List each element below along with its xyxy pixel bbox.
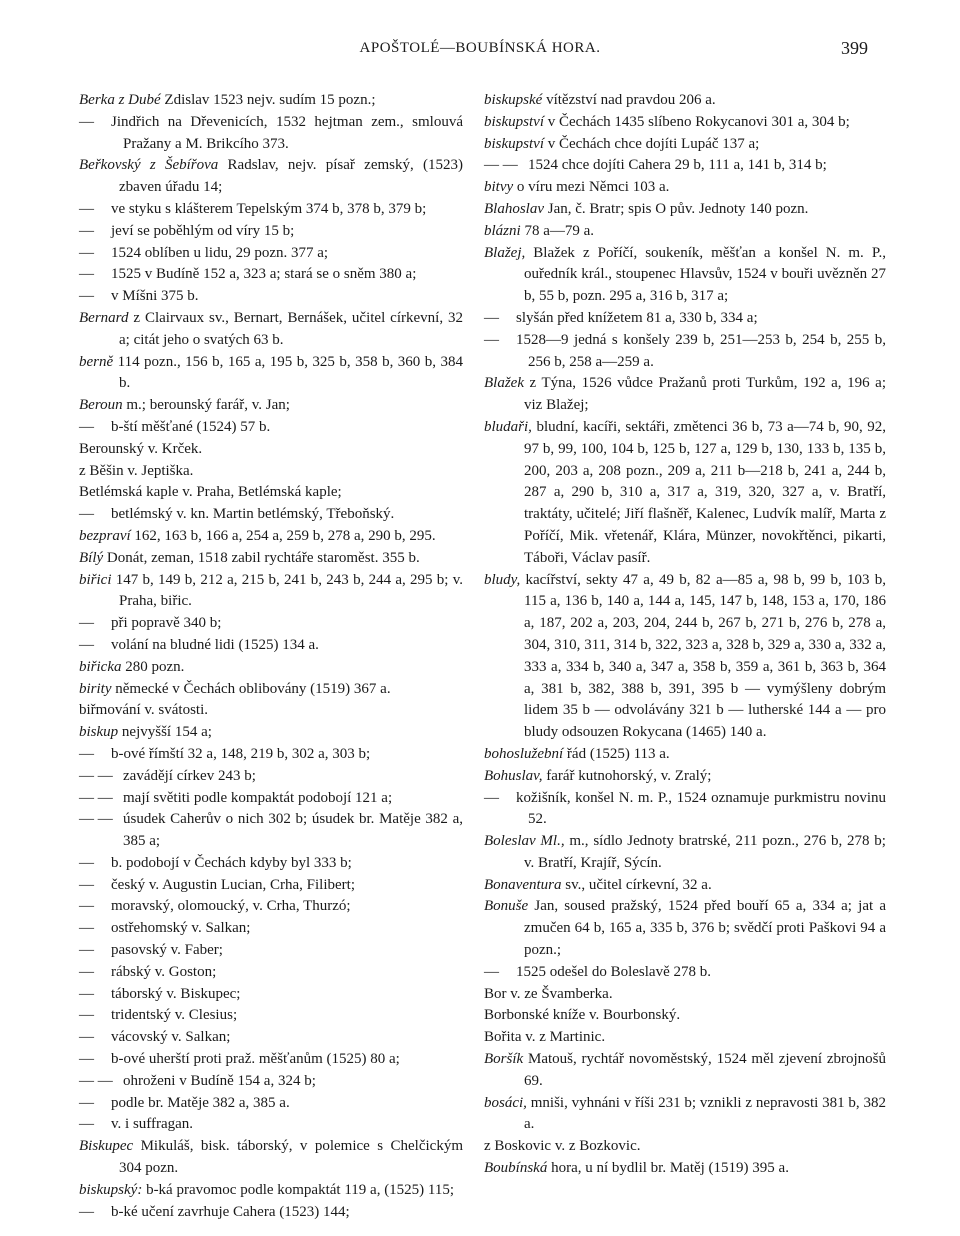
entry-dash: — (79, 222, 94, 239)
entry-headword: blázni (484, 222, 521, 239)
index-entry (484, 1049, 886, 1093)
index-entry (79, 243, 463, 265)
entry-dash: — (79, 113, 94, 130)
entry-dash: — (79, 288, 94, 305)
index-entry (79, 613, 463, 635)
entry-text: ostřehomský v. Salkan; (111, 920, 251, 937)
entry-text: Berounský v. Krček. (79, 440, 203, 457)
entry-text: z Clairvaux sv., Bernart, Bernášek, učitel církevní, 32 a; citát jeho o svatých 63 b. (119, 309, 463, 348)
entry-text: betlémský v. kn. Martin betlémský, Třeboňský. (111, 506, 395, 523)
index-entry (484, 766, 886, 788)
entry-headword: bludy, (484, 571, 521, 588)
entry-dash: — (79, 985, 94, 1002)
entry-dash: — (79, 1203, 94, 1220)
page-header (0, 40, 960, 64)
entry-dash: — (484, 309, 499, 326)
entry-headword: biskupský: (79, 1181, 143, 1198)
entry-headword: Bonuše (484, 898, 529, 915)
entry-text: m., sídlo Jednoty bratrské, 211 pozn., 276 b, 278 b; v. Bratří, Krajíř, Sýcín. (524, 833, 886, 871)
entry-text: b-ští měšťané (1524) 57 b. (111, 418, 271, 435)
entry-text: hora, u ní bydlil br. Matěj (1519) 395 a. (547, 1160, 789, 1177)
index-entry (79, 199, 463, 221)
index-entry (79, 1027, 463, 1049)
index-entry (484, 134, 886, 156)
entry-dash: — (79, 506, 94, 523)
entry-text: nejvyšší 154 a; (118, 724, 212, 741)
index-entry (484, 1027, 886, 1049)
index-entry (79, 984, 463, 1006)
entry-headword: bitvy (484, 179, 514, 196)
entry-text: tridentský v. Clesius; (111, 1007, 238, 1024)
entry-headword: Boršík (484, 1051, 524, 1068)
entry-text: biřmování v. svátosti. (79, 702, 209, 719)
entry-text: b. podobojí v Čechách kdyby byl 333 b; (111, 854, 352, 871)
index-entry (79, 548, 463, 570)
index-entry (79, 896, 463, 918)
entry-text: 162, 163 b, 166 a, 254 a, 259 b, 278 a, 290 b, 295. (130, 527, 436, 544)
entry-text: zavádějí církev 243 b; (123, 767, 256, 784)
entry-headword: bosáci, (484, 1094, 527, 1111)
entry-text: z Týna, 1526 vůdce Pražanů proti Turkům, 192 a, 196 a; viz Blažej; (523, 375, 886, 414)
entry-text: úsudek Caherův o nich 302 b; úsudek br. Matěje 382 a, 385 a; (123, 811, 463, 850)
index-entry (79, 1093, 463, 1115)
entry-dash: — (79, 615, 94, 632)
entry-headword: Bernard (79, 309, 129, 326)
index-entry (79, 461, 463, 483)
entry-text: Matouš, rychtář novoměstský, 1524 měl zjevení zbrojnošů 69. (523, 1051, 886, 1089)
entry-text: rábský v. Goston; (111, 963, 217, 980)
entry-dash: — (79, 418, 94, 435)
entry-headword: Bohuslav, (484, 767, 543, 784)
right-column (484, 90, 886, 1180)
index-entry (79, 853, 463, 875)
entry-dash: — (79, 963, 94, 980)
entry-text: ohroženi v Budíně 154 a, 324 b; (123, 1072, 316, 1089)
entry-text: v Míšni 375 b. (111, 288, 199, 305)
entry-dash: — — (79, 1072, 113, 1089)
entry-text: z Boskovic v. z Bozkovic. (484, 1138, 641, 1155)
entry-dash: — — (79, 811, 113, 828)
index-entry (484, 1158, 886, 1180)
entry-text: z Běšin v. Jeptiška. (79, 462, 194, 479)
index-entry (79, 1049, 463, 1071)
entry-text: pasovský v. Faber; (111, 942, 223, 959)
index-entry (79, 90, 463, 112)
index-entry (79, 526, 463, 548)
entry-text: o víru mezi Němci 103 a. (513, 179, 670, 196)
entry-text: řád (1525) 113 a. (563, 745, 670, 762)
entry-text: ve styku s klášterem Tepelským 374 b, 378 b, 379 b; (111, 200, 427, 217)
entry-dash: — (79, 200, 94, 217)
entry-text: slyšán před knížetem 81 a, 330 b, 334 a; (516, 309, 758, 326)
entry-text: 114 pozn., 156 b, 165 a, 195 b, 325 b, 358 b, 360 b, 384 b. (113, 353, 463, 392)
entry-dash: — (79, 745, 94, 762)
index-entry (484, 831, 886, 875)
entry-headword: biskupství (484, 113, 544, 130)
entry-headword: Biskupec (79, 1138, 134, 1155)
entry-headword: biskupské (484, 92, 543, 108)
index-entry (79, 679, 463, 701)
entry-dash: — (79, 266, 94, 283)
index-entry (79, 570, 463, 614)
entry-dash: — (484, 963, 499, 980)
index-entry (79, 504, 463, 526)
index-entry (79, 1005, 463, 1027)
entry-dash: — — (79, 767, 113, 784)
index-entry (79, 264, 463, 286)
entry-headword: Beroun (79, 397, 123, 414)
entry-headword: bohoslužební (484, 745, 564, 762)
index-entry (79, 1136, 463, 1180)
index-entry (484, 570, 886, 744)
index-entry (79, 1202, 463, 1224)
index-entry (484, 984, 886, 1006)
entry-text: 1524 chce dojíti Cahera 29 b, 111 a, 141 b, 314 b; (528, 157, 827, 174)
index-entry (484, 1005, 886, 1027)
entry-text: český v. Augustin Lucian, Crha, Filibert; (111, 876, 355, 893)
entry-text: kacířství, sekty 47 a, 49 b, 82 a—85 a, 98 b, 99 b, 103 b, 115 a, 136 b, 140 a, 144 a, 145, 147 b, 148, 153 a, 170, 186 a, 187, 202 a, 203, 204, 244 b, 267 b, 271 b, 276 b, 278 a, 304, 310, 311, 314 b, 322, 323 a, 328 b, 329 a, 330 a, 332 a, 333 a, 334 b, 340 a, 347 a, 358 b, 359 a, 361 b, 363 b, 364 a, 381 b, 382, 388 b, 391, 395 b — vymýšleny dobrým lidem 35 b — odvolávány 321 b — lutherské 144 a — pro bludy odsouzen Rokycana (1465) 140 a. (520, 571, 886, 741)
entry-headword: berně (79, 353, 114, 370)
index-entry (484, 1093, 886, 1137)
entry-text: Mikuláš, bisk. táborský, v polemice s Chelčickým 304 pozn. (119, 1138, 463, 1177)
running-title: APOŠTOLÉ—BOUBÍNSKÁ HORA. (359, 40, 601, 56)
entry-text: farář kutnohorský, v. Zralý; (542, 767, 712, 784)
entry-text: Jan, soused pražský, 1524 před bouří 65 a, 334 a; jat a zmučen 64 b, 165 a, 335 b, 376 b; svědčí proti Paškovi 94 a pozn.; (524, 898, 886, 959)
entry-headword: Bílý (79, 549, 104, 566)
entry-text: v Čechách chce dojíti Lupáč 137 a; (544, 135, 760, 152)
entry-dash: — (79, 1116, 94, 1133)
entry-text: německé v Čechách oblibovány (1519) 367 a. (111, 680, 391, 697)
entry-dash: — — (79, 789, 113, 806)
index-entry (79, 286, 463, 308)
entry-dash: — — (484, 157, 518, 174)
entry-text: Betlémská kaple v. Praha, Betlémská kaple; (79, 484, 342, 501)
entry-text: vítězství nad pravdou 206 a. (542, 92, 716, 108)
entry-headword: biřicka (79, 658, 122, 675)
index-entry (484, 744, 886, 766)
index-entry (79, 657, 463, 679)
entry-text: b-ové uherští proti praž. měšťanům (1525) 80 a; (111, 1051, 400, 1068)
index-entry (79, 482, 463, 504)
index-entry (484, 896, 886, 961)
entry-text: 1525 odešel do Boleslavě 278 b. (516, 963, 711, 980)
entry-text: sv., učitel církevní, 32 a. (561, 876, 712, 893)
index-entry (79, 352, 463, 396)
entry-dash: — (79, 854, 94, 871)
entry-headword: biskupství (484, 135, 544, 152)
entry-headword: bludaři, (484, 418, 532, 435)
index-entry (484, 221, 886, 243)
index-entry (79, 1114, 463, 1136)
index-entry (484, 112, 886, 134)
entry-headword: Blažek (484, 375, 524, 392)
entry-dash: — (484, 331, 499, 348)
index-entry (484, 417, 886, 570)
entry-dash: — (79, 898, 94, 915)
entry-dash: — (79, 1029, 94, 1046)
entry-text: Donát, zeman, 1518 zabil rychtáře staroměst. 355 b. (103, 549, 420, 566)
entry-headword: Boubínská (484, 1160, 548, 1177)
entry-dash: — (79, 1007, 94, 1024)
entry-dash: — (79, 920, 94, 937)
index-entry (79, 744, 463, 766)
entry-headword: bezpraví (79, 527, 131, 544)
index-entry (484, 875, 886, 897)
index-entry (79, 439, 463, 461)
index-entry (79, 635, 463, 657)
index-entry (79, 918, 463, 940)
entry-text: Radslav, nejv. písař zemský, (1523) zbaven úřadu 14; (119, 157, 463, 196)
index-entry (484, 308, 886, 330)
entry-text: moravský, olomoucký, v. Crha, Thurzó; (111, 898, 351, 915)
entry-text: 280 pozn. (121, 658, 185, 675)
entry-text: táborský v. Biskupec; (111, 985, 241, 1002)
index-entry (79, 962, 463, 984)
entry-headword: Blažej, (484, 244, 526, 261)
entry-text: Bor v. ze Švamberka. (484, 985, 613, 1002)
entry-text: vácovský v. Salkan; (111, 1029, 231, 1046)
index-entry (79, 875, 463, 897)
entry-text: 1525 v Budíně 152 a, 323 a; stará se o sněm 380 a; (111, 266, 417, 283)
entry-text: Jindřich na Dřevenicích, 1532 hejtman zem., smlouvá Pražany a M. Brikcího 373. (111, 113, 463, 152)
entry-headword: biřici (79, 571, 112, 588)
entry-text: 147 b, 149 b, 212 a, 215 b, 241 b, 243 b, 244 a, 295 b; v. Praha, biřic. (111, 571, 463, 610)
index-entry (79, 766, 463, 788)
entry-headword: birity (79, 680, 112, 697)
entry-headword: Berka z Dubé (79, 92, 161, 108)
entry-text: v. i suffragan. (111, 1116, 194, 1133)
index-entry (79, 1180, 463, 1202)
entry-text: m.; berounský farář, v. Jan; (122, 397, 290, 414)
index-entry (484, 1136, 886, 1158)
entry-headword: Beřkovský z Šebířova (79, 157, 219, 174)
index-entry (79, 700, 463, 722)
entry-text: jeví se poběhlým od víry 15 b; (111, 222, 295, 239)
entry-text: Blažek z Poříčí, soukeník, měšťan a konšel N. m. P., ouředník král., stoupenec Hlavsův, 1524 v bouři uvězněn 27 b, 55 b, pozn. 295 a, 316 b, 317 a; (524, 244, 886, 305)
entry-text: mají světiti podle kompaktát podobojí 121 a; (123, 789, 393, 806)
index-entry (484, 788, 886, 832)
index-entry (79, 809, 463, 853)
left-column (79, 90, 463, 1223)
entry-dash: — (79, 876, 94, 893)
entry-headword: biskup (79, 724, 119, 741)
entry-text: Jan, č. Bratr; spis O pův. Jednoty 140 pozn. (544, 200, 809, 217)
index-entry (484, 199, 886, 221)
entry-text: bludní, kacíři, sektáři, změtenci 36 b, 73 a—74 b, 90, 92, 97 b, 99, 100, 104 b, 125 b, 127 a, 129 b, 130, 133 b, 135 b, 200, 203 a, 208 pozn., 209 a, 211 b—218 b, 241 a, 244 b, 287 a, 290 b, 310 a, 317 a, 319, 320, 327 a, v. Bratří, traktáty, učitelé; Jiří flašněř, Kalenec, Ludvík malíř, Marta z Poříčí, Mik. vřetenář, Klára, Münzer, novokřtěnci, pikarti, Táboři, Václav pasíř. (524, 418, 886, 566)
index-entry (484, 962, 886, 984)
entry-text: Borbonské kníže v. Bourbonský. (484, 1007, 681, 1024)
index-entry (484, 177, 886, 199)
entry-dash: — (79, 636, 94, 653)
entry-text: v Čechách 1435 slíbeno Rokycanovi 301 a, 304 b; (544, 113, 850, 130)
entry-headword: Boleslav Ml., (484, 833, 565, 850)
index-entry (79, 417, 463, 439)
index-entry (79, 221, 463, 243)
index-entry (79, 722, 463, 744)
entry-text: Bořita v. z Martinic. (484, 1029, 606, 1046)
entry-text: při popravě 340 b; (111, 615, 222, 632)
index-entry (484, 330, 886, 374)
entry-dash: — (79, 1051, 94, 1068)
index-entry (79, 940, 463, 962)
index-entry (79, 308, 463, 352)
index-entry (79, 395, 463, 417)
entry-dash: — (484, 789, 499, 806)
index-entry (79, 1071, 463, 1093)
entry-text: kožišník, konšel N. m. P., 1524 oznamuje purkmistru novinu 52. (516, 789, 886, 828)
index-entry (484, 243, 886, 308)
index-entry (484, 373, 886, 417)
index-entry (79, 112, 463, 156)
index-entry (484, 155, 886, 177)
entry-dash: — (79, 244, 94, 261)
entry-text: 78 a—79 a. (520, 222, 595, 239)
entry-text: Zdislav 1523 nejv. sudím 15 pozn.; (160, 92, 376, 108)
entry-text: 1528—9 jedná s konšely 239 b, 251—253 b, 254 b, 255 b, 256 b, 258 a—259 a. (516, 331, 886, 370)
entry-text: podle br. Matěje 382 a, 385 a. (111, 1094, 290, 1111)
entry-dash: — (79, 942, 94, 959)
index-entry (79, 788, 463, 810)
entry-text: mniši, vyhnáni v říši 231 b; vznikli z nepravosti 381 b, 382 a. (524, 1094, 886, 1133)
entry-headword: Blahoslav (484, 200, 544, 217)
index-entry (79, 155, 463, 199)
page-number: 399 (841, 38, 868, 58)
entry-text: b-ové římští 32 a, 148, 219 b, 302 a, 303 b; (111, 745, 371, 762)
entry-dash: — (79, 1094, 94, 1111)
entry-text: 1524 oblíben u lidu, 29 pozn. 377 a; (111, 244, 329, 261)
entry-text: b-ká pravomoc podle kompaktát 119 a, (1525) 115; (142, 1181, 455, 1198)
index-entry (484, 90, 886, 112)
entry-text: volání na bludné lidi (1525) 134 a. (111, 636, 319, 653)
entry-text: b-ké učení zavrhuje Cahera (1523) 144; (111, 1203, 350, 1220)
entry-headword: Bonaventura (484, 876, 562, 893)
